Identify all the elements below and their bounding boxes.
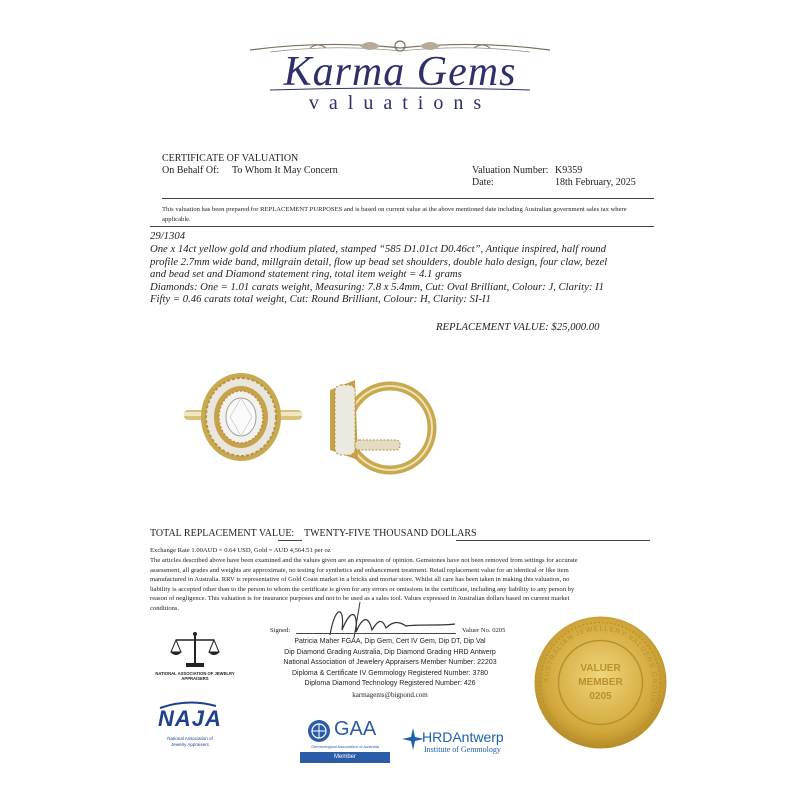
naja-scale-caption: NATIONAL ASSOCIATION OF JEWELRY APPRAISERS [155, 671, 235, 681]
scales-of-justice-icon [170, 630, 220, 670]
naja-logo-subtitle: National Association of Jewelry Appraisers [167, 736, 213, 747]
hrd-logo-text: HRDAntwerp [422, 729, 504, 745]
hrd-logo-subtitle: Institute of Gemmology [424, 745, 501, 754]
valuation-number-value: K9359 [555, 165, 583, 176]
contact-email: karmagems@bigpond.com [352, 690, 428, 699]
date-value: 18th February, 2025 [555, 177, 636, 188]
behalf-value: To Whom It May Concern [232, 165, 338, 176]
description-line: and bead set and Diamond statement ring, total item weight = 4.1 grams [150, 268, 462, 280]
valuer-number: Valuer No. 0205 [462, 627, 506, 634]
total-replacement-value: TWENTY-FIVE THOUSAND DOLLARS [304, 528, 477, 539]
credential-line: Diploma & Certificate IV Gemmology Registered Number: 3780 [291, 669, 489, 677]
credential-line: National Association of Jewelery Appraisers Member Number: 22203 [283, 659, 497, 667]
gaa-logo-text: GAA [334, 718, 377, 740]
disclaimer-line: liability is accepted other than to the person to whom the certificate is given for any errors or omissions in the certificate, including any liability to any person by [150, 585, 575, 593]
replacement-value: REPLACEMENT VALUE: $25,000.00 [436, 321, 600, 333]
seal-center-line: VALUER [580, 663, 621, 674]
naja-logo-text: NAJA [158, 706, 222, 731]
exchange-rate: Exchange Rate 1.00AUD = 0.64 USD, Gold = AUD 4,564.51 per oz [150, 547, 331, 554]
ring-side-view [330, 380, 432, 470]
seal-center-line: 0205 [589, 691, 612, 702]
divider-purpose [150, 226, 654, 227]
brand-logo-subtitle: valuations [308, 92, 492, 114]
divider-top [162, 198, 654, 199]
credential-line: Dip Diamond Grading Australia, Dip Diamond Grading HRD Antwerp [284, 648, 496, 656]
disclaimer-line: The articles described above have been examined and the values given are an expression of opinion. Gemstones have not been removed from settings for accurate [150, 557, 578, 564]
credential-line: Patricia Maher FGAA, Dip Gem, Cert IV Gem, Dip DT, Dip Val [294, 638, 486, 645]
signature-line [296, 633, 456, 634]
total-line-tail [456, 540, 650, 541]
handwritten-signature [320, 600, 460, 640]
date-label: Date: [472, 177, 494, 188]
description-line: Diamonds: One = 1.01 carats weight, Measuring: 7.8 x 5.4mm, Cut: Oval Brilliant, Colour: J, Clarity: I1 [150, 280, 604, 293]
description-line: Fifty = 0.46 carats total weight, Cut: Round Brilliant, Colour: H, Clarity: SI-I1 [150, 293, 491, 305]
brand-logo-script: Karma Gems [283, 49, 517, 95]
valuer-credentials [240, 637, 540, 701]
valuation-number-label: Valuation Number: [472, 165, 549, 176]
description-line: profile 2.7mm wide band, millgrain detail, flow up bead set shoulders, double halo design, four claw, bezel [150, 255, 608, 268]
disclaimer-line: conditions. [150, 604, 180, 612]
total-line-gap [278, 540, 302, 541]
valuer-seal-icon [533, 615, 668, 750]
behalf-label: On Behalf Of: [162, 165, 220, 176]
disclaimer-line: assessment, all grades and weights are approximate, no testing for synthetics and enhancement treatment. Retail replacement value for an identical or like item [150, 566, 569, 574]
item-description [150, 243, 670, 306]
gaa-member-label: Member [333, 754, 356, 760]
seal-center-line: MEMBER [578, 677, 623, 688]
gaa-logo-subtitle: Gemmological Association of Australia [311, 744, 379, 749]
certificate-title: CERTIFICATE OF VALUATION [162, 153, 299, 164]
gaa-globe-icon [307, 719, 331, 743]
total-replacement-label: TOTAL REPLACEMENT VALUE: [150, 528, 295, 539]
ring-photo [180, 370, 440, 480]
credential-line: Diploma Diamond Technology Registered Number: 426 [304, 680, 476, 688]
disclaimer-line: manufactured in Australia. RRV is representative of Gold Coast market in a bricks and mortar store. Whilst all care has been taken in making this valuation, no [150, 576, 570, 584]
ring-front-view [184, 373, 302, 461]
disclaimer-line: reason of negligence. This valuation is for insurance purposes and not to be used as a sales tool. Values expressed in Australian dollars based on current market [150, 595, 570, 603]
naja-swoosh-icon [158, 700, 218, 710]
item-reference: 29/1304 [150, 230, 186, 242]
seal-ring-text: AUSTRALIAN JEWELLERY VALUERS GROUP [543, 625, 658, 704]
hrd-star-icon [402, 728, 424, 750]
purpose-statement: This valuation has been prepared for REPLACEMENT PURPOSES and is based on current value at the above mentioned date including Australian government sales tax where applicable. [162, 206, 627, 223]
signed-label: Signed: [270, 627, 291, 634]
description-line: One x 14ct yellow gold and rhodium plated, stamped “585 D1.01ct D0.46ct”, Antique inspired, half round [150, 243, 606, 255]
